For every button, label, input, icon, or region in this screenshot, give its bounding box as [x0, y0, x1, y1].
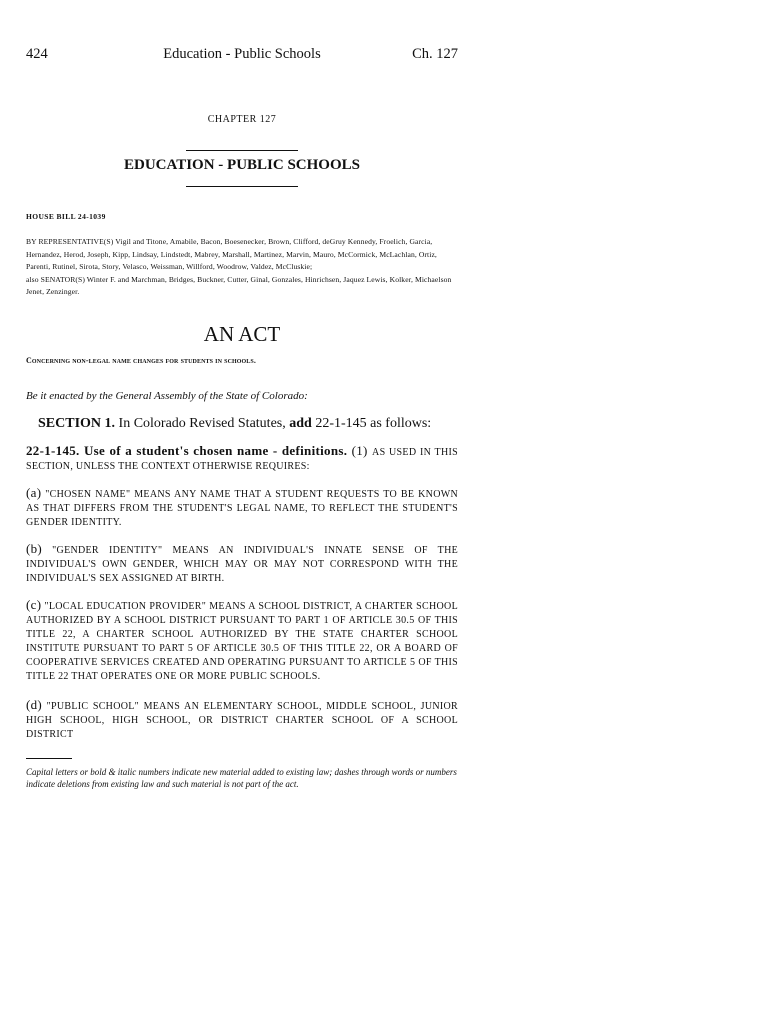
- chapter-label: CHAPTER 127: [207, 114, 277, 125]
- definition-d: [26, 698, 458, 742]
- definition-b: [26, 542, 458, 586]
- definition-a-text: "CHOSEN NAME" MEANS ANY NAME THAT A STUDENT REQUESTS TO BE KNOWN AS THAT DIFFERS FROM THE STUDENT'S LEGAL NAME, TO REFLECT THE STUDENT'S GENDER IDENTITY.: [26, 489, 458, 528]
- footnote-rule: [26, 758, 72, 759]
- bill-number: HOUSE BILL 24-1039: [26, 212, 106, 221]
- footnote: Capital letters or bold & italic numbers indicate new material added to existing law; dashes through words or numbers indicate deletions from existing law and such material is not part of the act.: [26, 767, 457, 789]
- senate-sponsors: also SENATOR(S) Winter F. and Marchman, Bridges, Buckner, Cutter, Ginal, Gonzales, Hinrichsen, Jaquez Lewis, Kolker, Michaelson Jenet, Zenzinger.: [26, 274, 452, 297]
- house-sponsors: BY REPRESENTATIVE(S) Vigil and Titone, Amabile, Bacon, Boesenecker, Brown, Clifford, deGruy Kennedy, Froelich, Garcia, Hernandez, Herod, Joseph, Kipp, Lindsay, Lindstedt, Mabrey, Marshall, Martinez, Marvin, Mauro, McCormick, McLachlan, Ortiz, Parenti, Rutinel, Sirota, Story, Velasco, Weissman, Willford, Woodrow, Valdez, McCluskie;: [26, 237, 437, 272]
- definition-b-text: "GENDER IDENTITY" MEANS AN INDIVIDUAL'S INNATE SENSE OF THE INDIVIDUAL'S OWN GENDER, WHICH MAY OR MAY NOT CORRESPOND WITH THE INDIVIDUAL'S SEX ASSIGNED AT BIRTH.: [26, 545, 458, 584]
- running-title: Education - Public Schools: [163, 46, 321, 62]
- enacting-clause: Be it enacted by the General Assembly of the State of Colorado:: [26, 390, 308, 402]
- statute-heading: 22-1-145. Use of a student's chosen name - definitions.: [26, 443, 348, 458]
- section-heading: [38, 416, 431, 432]
- subsection-number: (1): [347, 443, 373, 458]
- definition-d-marker: (d): [26, 697, 43, 712]
- definition-a-marker: (a): [26, 485, 42, 500]
- section-text-pre: In Colorado Revised Statutes,: [115, 416, 290, 431]
- chapter-title: EDUCATION - PUBLIC SCHOOLS: [123, 157, 360, 173]
- definition-c-text: "LOCAL EDUCATION PROVIDER" MEANS A SCHOOL DISTRICT, A CHARTER SCHOOL AUTHORIZED BY A SCHOOL DISTRICT PURSUANT TO PART 1 OF ARTICLE 30.5 OF THIS TITLE 22, A CHARTER SCHOOL AUTHORIZED BY THE STATE CHARTER SCHOOL INSTITUTE PURSUANT TO PART 5 OF ARTICLE 30.5 OF THIS TITLE 22, OR A BOARD OF COOPERATIVE SERVICES CREATED AND OPERATING PURSUANT TO ARTICLE 5 OF THIS TITLE 22 THAT OPERATES ONE OR MORE PUBLIC SCHOOLS.: [26, 601, 458, 682]
- definition-a: [26, 486, 458, 530]
- act-concerning-clause: Concerning non-legal name changes for students in schools.: [26, 356, 256, 365]
- title-rule-top: [186, 150, 298, 151]
- page-number: 424: [26, 46, 48, 62]
- definition-d-text: "PUBLIC SCHOOL" MEANS AN ELEMENTARY SCHOOL, MIDDLE SCHOOL, JUNIOR HIGH SCHOOL, HIGH SCHOOL, OR DISTRICT CHARTER SCHOOL OF A SCHOOL DISTRICT: [26, 701, 458, 740]
- chapter-reference: Ch. 127: [412, 46, 458, 62]
- section-text-post: 22-1-145 as follows:: [311, 416, 432, 431]
- definitions-intro-text: AS USED IN THIS SECTION, UNLESS THE CONTEXT OTHERWISE REQUIRES:: [26, 447, 458, 472]
- act-heading: AN ACT: [203, 322, 281, 346]
- section-label: SECTION 1.: [38, 416, 116, 431]
- sponsors-block: [26, 236, 458, 299]
- definition-b-marker: (b): [26, 541, 43, 556]
- section-action: add: [289, 416, 312, 431]
- definition-c-marker: (c): [26, 597, 42, 612]
- definitions-intro: [26, 444, 458, 474]
- title-rule-bottom: [186, 186, 298, 187]
- running-head: [26, 46, 458, 66]
- definition-c: [26, 598, 458, 684]
